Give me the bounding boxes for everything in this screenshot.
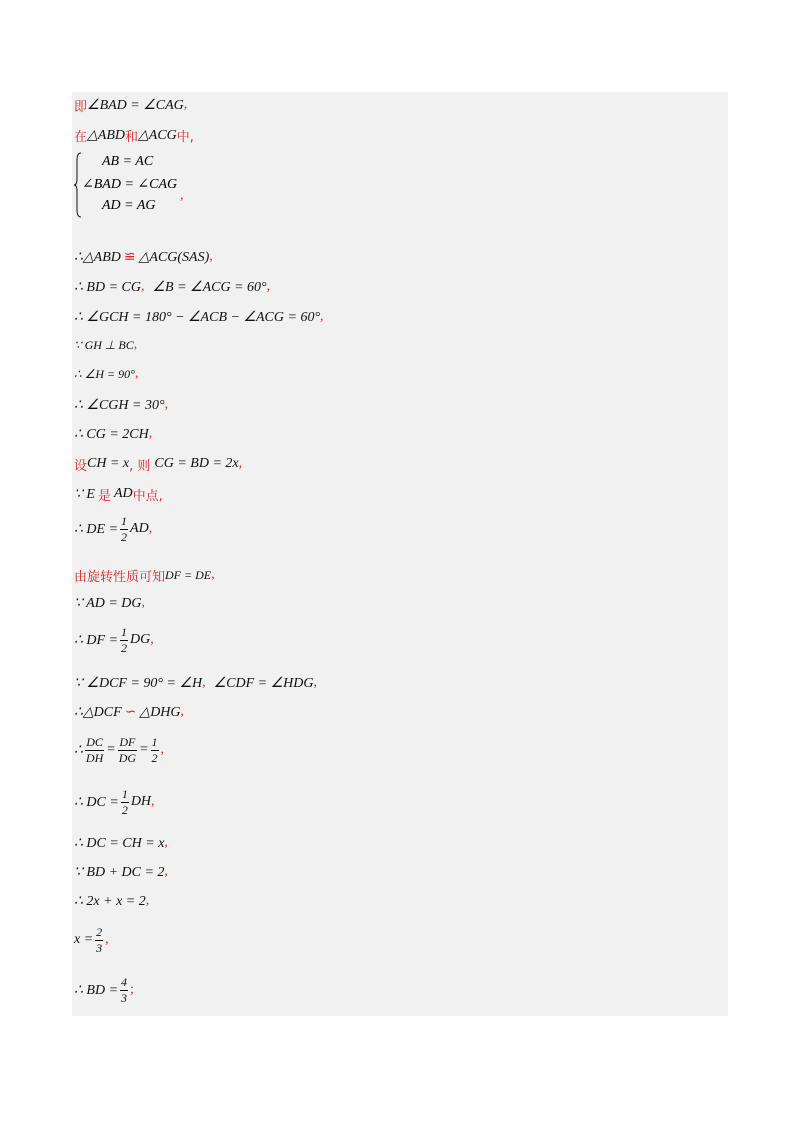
line-7 <box>74 333 137 357</box>
math-expr: △ACG(SAS) <box>138 249 210 265</box>
comma: , <box>140 279 145 294</box>
math-expr: AD <box>113 486 133 501</box>
fraction <box>120 975 128 1006</box>
comma: , <box>133 337 138 352</box>
math-expr: ∴ BD = <box>74 982 119 998</box>
math-expr: ∵ GH ⊥ BC <box>74 337 134 352</box>
fraction <box>121 787 129 818</box>
comma: , <box>320 309 324 324</box>
comma: , <box>141 595 145 610</box>
math-expr: DG <box>130 632 151 647</box>
math-expr: ∠BAD = ∠CAG <box>87 97 184 113</box>
comma: , <box>150 632 154 647</box>
math-expr: △ACG <box>138 127 177 143</box>
comma: , <box>209 249 213 264</box>
line-21 <box>74 831 168 855</box>
comma: , <box>183 97 188 112</box>
math-expr: ∴ DC = CH = x <box>74 835 165 851</box>
numerator: DF <box>119 734 136 749</box>
math-expr: AD <box>130 521 149 536</box>
comma: , <box>148 521 153 536</box>
comma: , <box>148 426 153 441</box>
math-expr: ∵ AD = DG <box>74 595 142 611</box>
text-ze: , 则 <box>129 458 151 474</box>
equals: = <box>139 742 149 757</box>
line-2 <box>74 123 194 147</box>
math-expr: ∴△ABD <box>74 249 121 265</box>
math-expr: ∴ ∠CGH = 30° <box>74 397 165 413</box>
line-22 <box>74 860 168 884</box>
math-expr: ∴ ∠H = 90° <box>74 366 135 381</box>
comma: , <box>151 794 155 809</box>
line-20 <box>74 782 155 822</box>
text-midpoint: 中点, <box>132 488 163 504</box>
math-expr: ∵ BD + DC = 2 <box>74 864 165 880</box>
line-14 <box>74 563 215 587</box>
math-expr: CH = x <box>87 456 130 471</box>
line-16 <box>74 621 154 659</box>
denominator: 3 <box>96 940 103 955</box>
similar-symbol: ∽ <box>124 704 137 720</box>
congruent-symbol: ≌ <box>123 249 136 265</box>
line-1 <box>74 93 187 117</box>
math-expr: x = <box>74 932 94 947</box>
line-15 <box>74 591 145 615</box>
numerator: 1 <box>121 786 128 801</box>
comma: , <box>202 675 206 690</box>
comma: , <box>164 397 169 412</box>
comma: , <box>145 893 150 908</box>
math-expr: ∠B = ∠ACG = 60° <box>152 279 267 295</box>
math-expr: CG = BD = 2x <box>154 456 239 471</box>
comma: , <box>160 742 165 757</box>
math-expr: DF = DE <box>165 567 212 582</box>
numerator: 1 <box>121 513 128 528</box>
math-expr: ∵ E <box>74 486 95 502</box>
numerator: 4 <box>121 974 128 989</box>
denominator: 2 <box>121 529 128 544</box>
line-8 <box>74 362 138 386</box>
fraction <box>85 735 104 766</box>
comma: , <box>134 366 139 381</box>
solution-panel <box>72 92 728 1016</box>
fraction <box>120 625 128 656</box>
math-expr: ∴ <box>74 742 83 758</box>
comma: , <box>180 704 185 719</box>
text-shi: 是 <box>97 488 111 504</box>
numerator: DC <box>86 734 103 749</box>
text-he: 和 <box>125 129 139 145</box>
line-10 <box>74 422 152 446</box>
line-6 <box>74 305 324 329</box>
denominator: 2 <box>151 750 158 765</box>
comma: , <box>164 835 168 850</box>
fraction <box>120 514 128 545</box>
fraction <box>118 735 137 766</box>
comma: , <box>105 932 109 947</box>
comma: , <box>266 279 271 294</box>
line-18 <box>74 700 184 724</box>
line-5 <box>74 275 270 299</box>
comma: , <box>211 567 215 582</box>
line-4 <box>74 245 213 269</box>
comma: , <box>164 864 168 879</box>
math-expr: △ABD <box>87 127 125 143</box>
text-zhong: 中, <box>176 129 194 145</box>
numerator: 1 <box>121 624 128 639</box>
math-expr: DH <box>130 794 152 809</box>
line-25 <box>74 970 134 1010</box>
text-zai: 在 <box>74 129 88 145</box>
equals: = <box>106 742 116 757</box>
math-expr: ∵ ∠DCF = 90° = ∠H <box>74 675 203 691</box>
fraction <box>95 925 103 956</box>
denominator: 2 <box>121 640 128 655</box>
math-expr: ∴ 2x + x = 2 <box>74 893 146 909</box>
denominator: 3 <box>121 990 128 1005</box>
line-19 <box>74 730 164 770</box>
math-expr: ∴ ∠GCH = 180° − ∠ACB − ∠ACG = 60° <box>74 309 321 325</box>
comma: , <box>238 456 243 471</box>
math-expr: ∠CDF = ∠HDG <box>213 675 314 691</box>
line-12 <box>74 482 163 506</box>
comma: , <box>180 188 184 203</box>
denominator: DH <box>85 750 104 765</box>
math-expr: ∴△DCF <box>74 704 122 720</box>
math-expr: ∴ DC = <box>74 794 119 810</box>
line-11 <box>74 452 242 476</box>
line-13 <box>74 510 152 548</box>
text-she: 设 <box>74 458 88 474</box>
denominator: 2 <box>121 802 128 817</box>
text-ji: 即 <box>74 99 88 115</box>
system-row-2: ∠BAD = ∠CAG <box>82 177 178 192</box>
numerator: 2 <box>96 924 103 939</box>
left-brace-icon <box>74 152 82 218</box>
line-9 <box>74 393 168 417</box>
line-23 <box>74 889 149 913</box>
numerator: 1 <box>151 734 158 749</box>
math-expr: △DHG <box>139 704 181 720</box>
math-expr: ∴ DF = <box>74 632 119 648</box>
math-expr: ∴ BD = CG <box>74 279 141 295</box>
math-expr: ∴ CG = 2CH <box>74 426 149 442</box>
line-17 <box>74 671 317 695</box>
comma: , <box>313 675 318 690</box>
line-24 <box>74 920 109 960</box>
semicolon: ; <box>130 982 134 997</box>
system-row-3: AD = AG <box>102 198 156 213</box>
text-rotation-property: 由旋转性质可知 <box>74 569 166 585</box>
math-expr: ∴ DE = <box>74 521 119 537</box>
denominator: DG <box>118 750 137 765</box>
system-row-1: AB = AC <box>102 154 154 169</box>
equation-system <box>74 152 274 222</box>
fraction <box>151 735 159 766</box>
